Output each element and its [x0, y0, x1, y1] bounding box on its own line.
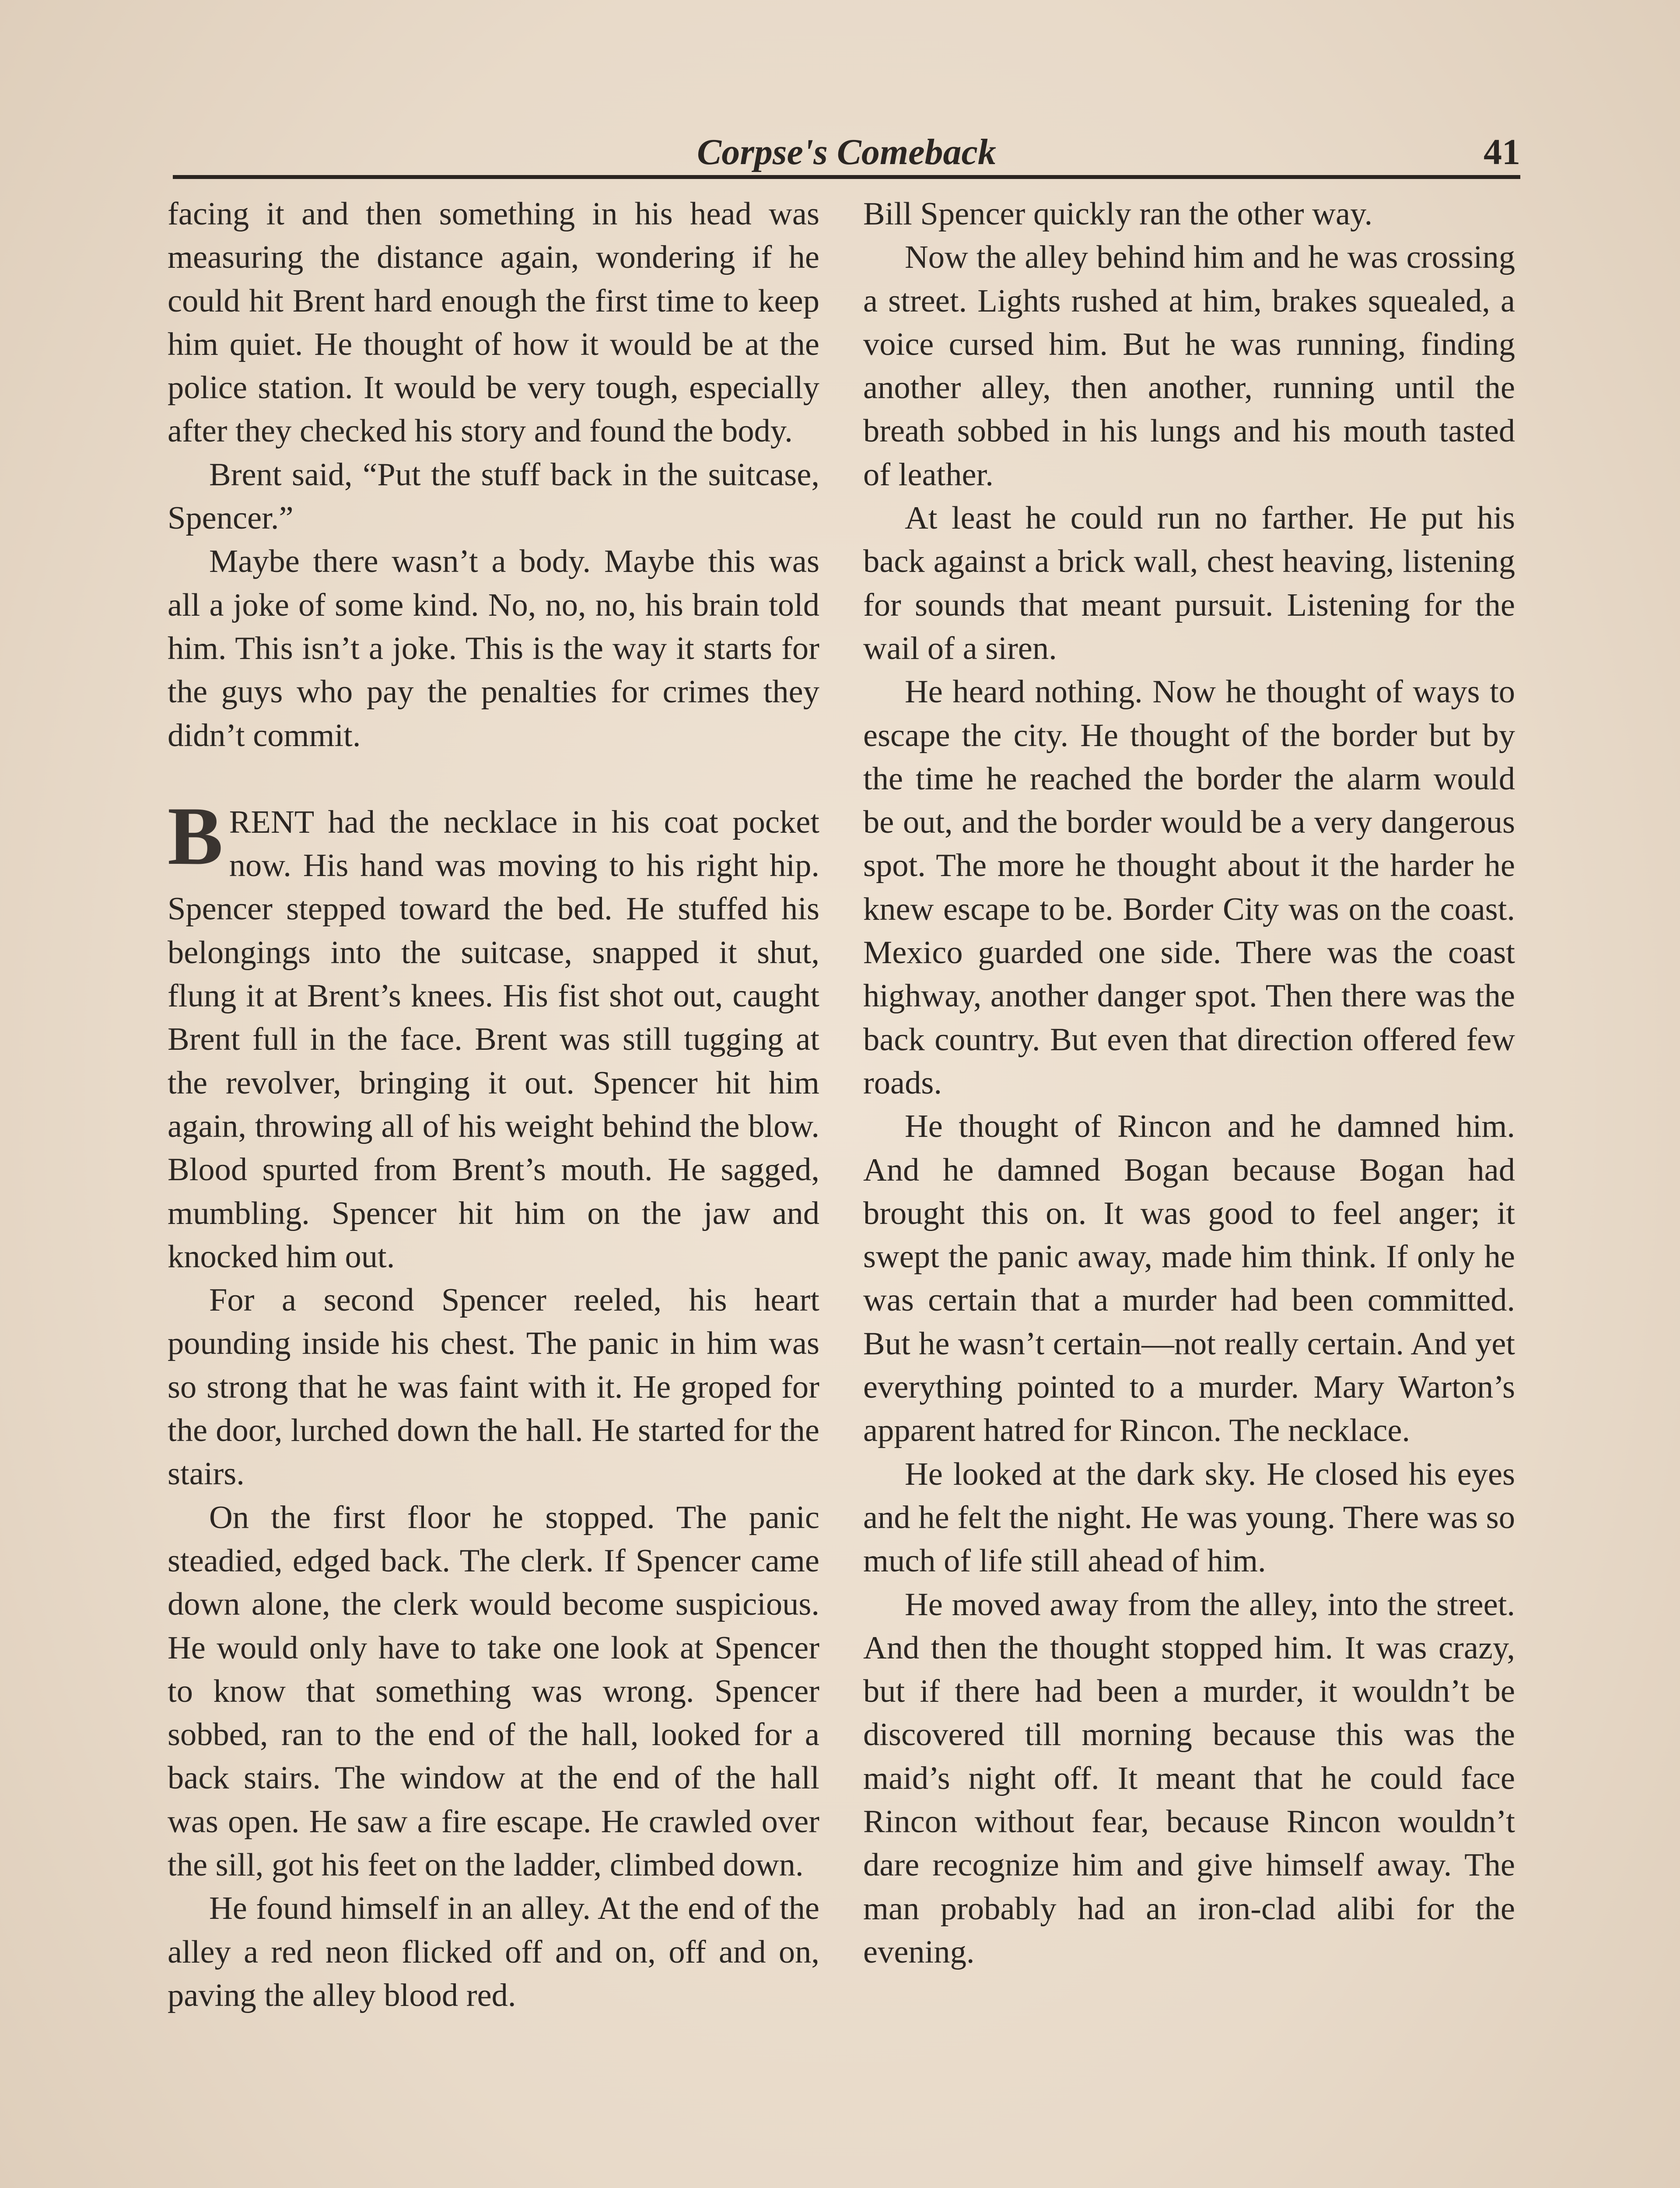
paragraph: Maybe there wasn’t a body. Maybe this was all a joke of some kind. No, no, no, his brain told him. This isn’t a joke. This is the way it starts for the guys who pay the penalties for crimes they didn’t commit.: [168, 543, 819, 754]
right-column: [863, 193, 1515, 1974]
paragraph: He moved away from the alley, into the street. And then the thought stopped him. It was crazy, but if there had been a murder, it wouldn’t be discovered till morning because this was the maid’s night off. It meant that he could face Rincon without fear, because Rincon wouldn’t dare recognize him and give himself away. The man probably had an iron-clad alibi for the evening.: [863, 1586, 1515, 1970]
paragraph: Bill Spencer quickly ran the other way.: [863, 196, 1373, 232]
paragraph: He heard nothing. Now he thought of ways to escape the city. He thought of the border but by the time he reached the border the alarm would be out, and the border would be a very dangerous spot. The more he thought about it the harder he knew escape to be. Border City was on the coast. Mexico guarded one side. There was the coast highway, another danger spot. Then there was the back country. But even that direction offered few roads.: [863, 674, 1515, 1101]
paragraph: He looked at the dark sky. He closed his eyes and he felt the night. He was young. There was so much of life still ahead of him.: [863, 1456, 1515, 1579]
paragraph: Brent said, “Put the stuff back in the suitcase, Spencer.”: [168, 456, 819, 536]
drop-cap: B: [168, 790, 223, 882]
paragraph: At least he could run no farther. He put his back against a brick wall, chest heaving, listening for sounds that meant pursuit. Listening for the wail of a siren.: [863, 500, 1515, 666]
page-number: 41: [1484, 132, 1520, 172]
left-column: [168, 193, 819, 2017]
paragraph: He found himself in an alley. At the end of the alley a red neon flicked off and on, off and on, paving the alley blood red.: [168, 1890, 819, 2013]
paragraph: facing it and then something in his head was measuring the distance again, wondering if he could hit Brent hard enough the first time to keep him quiet. He thought of how it would be at the police station. It would be very tough, especially after they checked his story and found the body.: [168, 196, 819, 449]
paragraph: Now the alley behind him and he was crossing a street. Lights rushed at him, brakes squealed, a voice cursed him. But he was running, finding another alley, then another, running until the breath sobbed in his lungs and his mouth tasted of leather.: [863, 239, 1515, 493]
paragraph: On the first floor he stopped. The panic steadied, edged back. The clerk. If Spencer came down alone, the clerk would become suspicious. He would only have to take one look at Spencer to know that something was wrong. Spencer sobbed, ran to the end of the hall, looked for a back stairs. The window at the end of the hall was open. He saw a fire escape. He crawled over the sill, got his feet on the ladder, climbed down.: [168, 1499, 819, 1883]
running-title: Corpse's Comeback: [697, 132, 996, 172]
paragraph-text: RENT had the necklace in his coat pocket now. His hand was moving to his right hip. Spencer stepped toward the bed. He stuffed his belongings into the suitcase, snapped it shut, flung it at Brent’s knees. His fist shot out, caught Brent full in the face. Brent was still tugging at the revolver, bringing it out. Spencer hit him again, throwing all of his weight behind the blow. Blood spurted from Brent’s mouth. He sagged, mumbling. Spencer hit him on the jaw and knocked him out.: [168, 804, 819, 1275]
paragraph: He thought of Rincon and he damned him. And he damned Bogan because Bogan had brought this on. It was good to feel anger; it swept the panic away, made him think. If only he was certain that a murder had been committed. But he wasn’t certain—not really certain. And yet everything pointed to a murder. Mary Warton’s apparent hatred for Rincon. The necklace.: [863, 1108, 1515, 1449]
section-opening-paragraph: [168, 790, 819, 1279]
page-header: [173, 127, 1520, 179]
paragraph: For a second Spencer reeled, his heart pounding inside his chest. The panic in him was so strong that he was faint with it. He groped for the door, lurched down the hall. He started for the stairs.: [168, 1282, 819, 1492]
